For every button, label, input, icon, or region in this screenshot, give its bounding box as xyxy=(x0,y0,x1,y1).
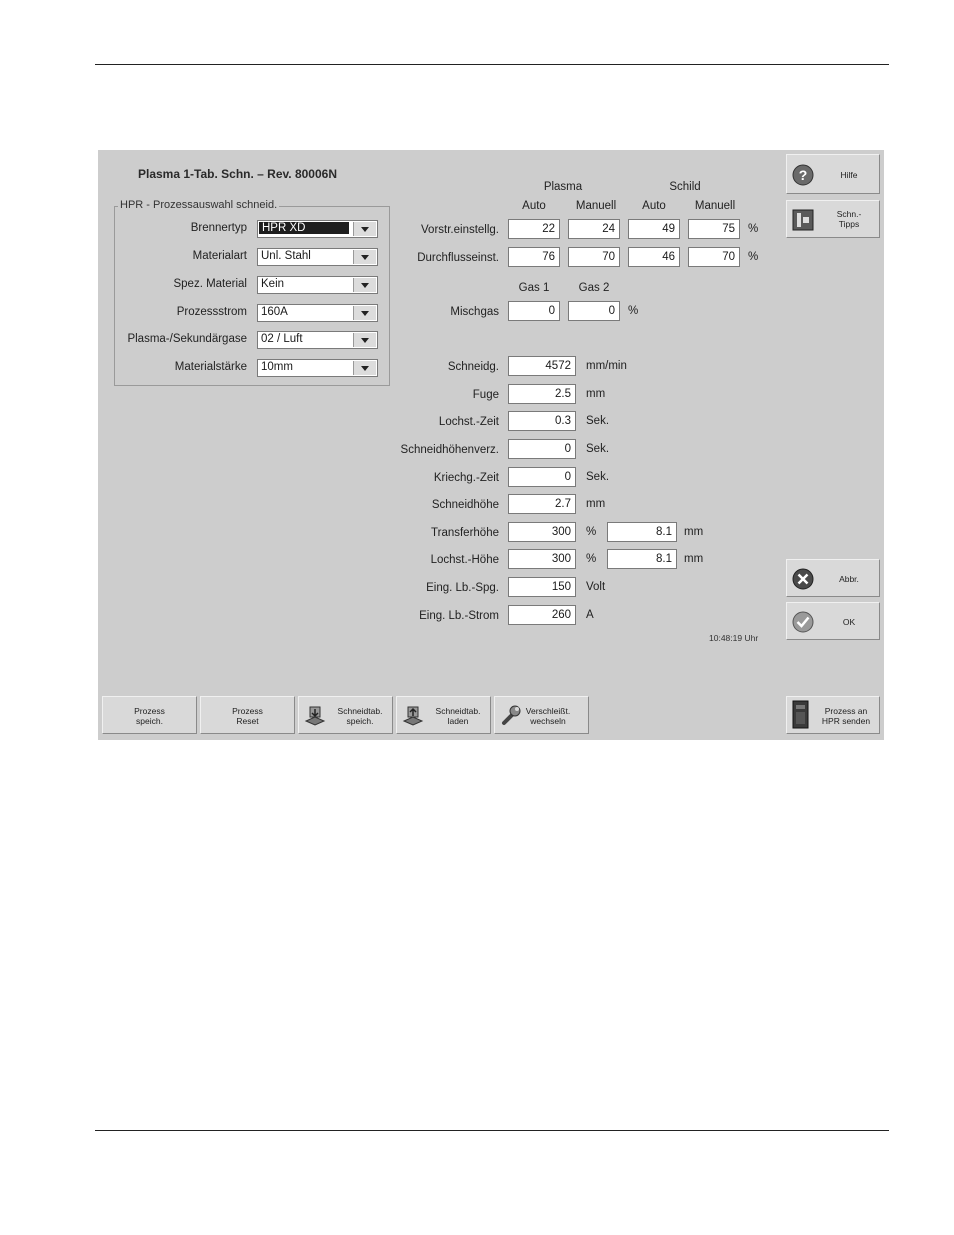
field-lochst-hoehe-percent[interactable]: 300 xyxy=(508,549,576,569)
select-value: 10mm xyxy=(261,361,293,373)
field-durchfluss-plasma-auto[interactable]: 76 xyxy=(508,247,560,267)
field-vorstr-schild-auto[interactable]: 49 xyxy=(628,219,680,239)
unit-lochst-zeit: Sek. xyxy=(586,415,610,427)
consumables-change-button[interactable] xyxy=(494,696,589,734)
unit-durchfluss: % xyxy=(748,251,759,263)
cancel-icon xyxy=(792,568,814,590)
field-transferhoehe-mm[interactable]: 8.1 xyxy=(607,522,677,542)
cut-table-save-label-2: speich. xyxy=(346,716,374,726)
screen-title: Plasma 1-Tab. Schn. – Rev. 80006N xyxy=(138,167,337,181)
send-to-hpr-button[interactable] xyxy=(786,696,880,734)
select-spez-material[interactable] xyxy=(257,276,378,294)
cut-table-load-label-1: Schneidtab. xyxy=(435,706,481,716)
select-value: 160A xyxy=(261,306,288,318)
field-schneidg[interactable]: 4572 xyxy=(508,356,576,376)
header-gas1: Gas 1 xyxy=(518,282,550,294)
footer-rule xyxy=(95,1130,889,1131)
table-load-icon xyxy=(401,703,425,727)
cut-table-save-label-1: Schneidtab. xyxy=(337,706,383,716)
tips-icon xyxy=(792,209,814,231)
unit-transferhoehe-mm: mm xyxy=(684,526,704,538)
label-durchfluss: Durchflusseinst. xyxy=(417,252,499,264)
field-lochst-zeit[interactable]: 0.3 xyxy=(508,411,576,431)
unit-lochst-hoehe-percent: % xyxy=(586,553,597,565)
label-materialstaerke: Materialstärke xyxy=(174,361,247,373)
field-schneidhoehenverz[interactable]: 0 xyxy=(508,439,576,459)
label-mischgas: Mischgas xyxy=(450,306,499,318)
field-transferhoehe-percent[interactable]: 300 xyxy=(508,522,576,542)
cnc-screen xyxy=(98,150,884,740)
ok-button-label: OK xyxy=(842,617,856,627)
help-button-label: Hilfe xyxy=(840,170,858,180)
cancel-button[interactable] xyxy=(786,559,880,597)
header-schild-manuell: Manuell xyxy=(694,200,736,212)
dropdown-arrow-icon[interactable] xyxy=(353,306,376,320)
label-transferhoehe: Transferhöhe xyxy=(431,527,499,539)
unit-schneidhoehe: mm xyxy=(586,498,606,510)
hpr-unit-icon xyxy=(791,700,811,730)
field-lb-spg[interactable]: 150 xyxy=(508,577,576,597)
label-schneidg: Schneidg. xyxy=(447,361,499,373)
wrench-icon xyxy=(499,703,523,727)
tips-label-1: Schn.- xyxy=(836,209,862,219)
consumables-change-label-2: wechseln xyxy=(530,716,566,726)
field-durchfluss-schild-auto[interactable]: 46 xyxy=(628,247,680,267)
field-mischgas-gas2[interactable]: 0 xyxy=(568,301,620,321)
cut-table-load-label-2: laden xyxy=(447,716,469,726)
label-brennertyp: Brennertyp xyxy=(190,222,247,234)
consumables-change-label-1: Verschleißt. xyxy=(525,706,571,716)
label-vorstr: Vorstr.einstellg. xyxy=(421,224,499,236)
select-gase[interactable] xyxy=(257,331,378,349)
select-value: 02 / Luft xyxy=(261,333,303,345)
field-lb-strom[interactable]: 260 xyxy=(508,605,576,625)
ok-check-icon xyxy=(792,611,814,633)
help-icon xyxy=(792,164,814,186)
process-save-label-2: speich. xyxy=(136,716,163,726)
cut-table-load-button[interactable] xyxy=(396,696,491,734)
unit-lb-spg: Volt xyxy=(586,581,606,593)
process-reset-button[interactable] xyxy=(200,696,295,734)
field-kriechg-zeit[interactable]: 0 xyxy=(508,467,576,487)
clock: 10:48:19 Uhr xyxy=(709,633,759,643)
select-value: Kein xyxy=(261,278,285,290)
unit-transferhoehe-percent: % xyxy=(586,526,597,538)
select-materialstaerke[interactable] xyxy=(257,359,378,377)
cut-table-save-button[interactable] xyxy=(298,696,393,734)
cancel-button-label: Abbr. xyxy=(839,574,859,584)
label-fuge: Fuge xyxy=(472,389,499,401)
dropdown-arrow-icon[interactable] xyxy=(353,361,376,375)
header-schild-auto: Auto xyxy=(642,200,666,212)
select-value: Unl. Stahl xyxy=(261,250,311,262)
label-lb-strom: Eing. Lb.-Strom xyxy=(419,610,499,622)
unit-lb-strom: A xyxy=(586,609,594,621)
unit-schneidg: mm/min xyxy=(586,360,627,372)
label-schneidhoehenverz: Schneidhöhenverz. xyxy=(400,444,499,456)
field-durchfluss-schild-manuell[interactable]: 70 xyxy=(688,247,740,267)
unit-schneidhoehenverz: Sek. xyxy=(586,443,610,455)
field-lochst-hoehe-mm[interactable]: 8.1 xyxy=(607,549,677,569)
select-value: HPR XD xyxy=(259,222,349,234)
dropdown-arrow-icon[interactable] xyxy=(353,333,376,347)
header-plasma-auto: Auto xyxy=(522,200,546,212)
process-reset-label-1: Prozess xyxy=(232,706,263,716)
label-gase: Plasma-/Sekundärgase xyxy=(127,333,247,345)
cut-tips-button[interactable] xyxy=(786,200,880,238)
process-reset-label-2: Reset xyxy=(236,716,259,726)
select-prozessstrom[interactable] xyxy=(257,304,378,322)
send-to-hpr-label-1: Prozess an xyxy=(824,706,868,716)
table-save-icon xyxy=(303,703,327,727)
svg-text:?: ? xyxy=(798,167,808,183)
unit-lochst-hoehe-mm: mm xyxy=(684,553,704,565)
select-brennertyp[interactable] xyxy=(257,220,378,238)
label-prozessstrom: Prozessstrom xyxy=(176,306,247,318)
ok-button[interactable] xyxy=(786,602,880,640)
header-gas2: Gas 2 xyxy=(578,282,610,294)
header-schild: Schild xyxy=(669,181,701,193)
header-rule xyxy=(95,64,889,65)
dropdown-arrow-icon[interactable] xyxy=(353,250,376,264)
help-button[interactable] xyxy=(786,154,880,194)
label-spez-material: Spez. Material xyxy=(173,278,247,290)
field-mischgas-gas1[interactable]: 0 xyxy=(508,301,560,321)
field-vorstr-schild-manuell[interactable]: 75 xyxy=(688,219,740,239)
dropdown-arrow-icon[interactable] xyxy=(353,278,376,292)
label-lb-spg: Eing. Lb.-Spg. xyxy=(426,582,499,594)
header-plasma-manuell: Manuell xyxy=(575,200,617,212)
process-save-button[interactable] xyxy=(102,696,197,734)
label-lochst-zeit: Lochst.-Zeit xyxy=(438,416,499,428)
select-materialart[interactable] xyxy=(257,248,378,266)
group-label: HPR - Prozessauswahl schneid. xyxy=(120,199,278,211)
label-kriechg-zeit: Kriechg.-Zeit xyxy=(433,472,499,484)
unit-fuge: mm xyxy=(586,388,606,400)
header-plasma: Plasma xyxy=(543,181,583,193)
field-fuge[interactable]: 2.5 xyxy=(508,384,576,404)
field-schneidhoehe[interactable]: 2.7 xyxy=(508,494,576,514)
field-vorstr-plasma-manuell[interactable]: 24 xyxy=(568,219,620,239)
process-save-label-1: Prozess xyxy=(134,706,165,716)
send-to-hpr-label-2: HPR senden xyxy=(821,716,871,726)
tips-label-2: Tipps xyxy=(838,219,860,229)
dropdown-arrow-icon[interactable] xyxy=(353,222,376,236)
field-vorstr-plasma-auto[interactable]: 22 xyxy=(508,219,560,239)
field-durchfluss-plasma-manuell[interactable]: 70 xyxy=(568,247,620,267)
unit-mischgas: % xyxy=(628,305,639,317)
label-materialart: Materialart xyxy=(192,250,247,262)
label-lochst-hoehe: Lochst.-Höhe xyxy=(430,554,499,566)
label-schneidhoehe: Schneidhöhe xyxy=(431,499,499,511)
unit-vorstr: % xyxy=(748,223,759,235)
unit-kriechg-zeit: Sek. xyxy=(586,471,610,483)
